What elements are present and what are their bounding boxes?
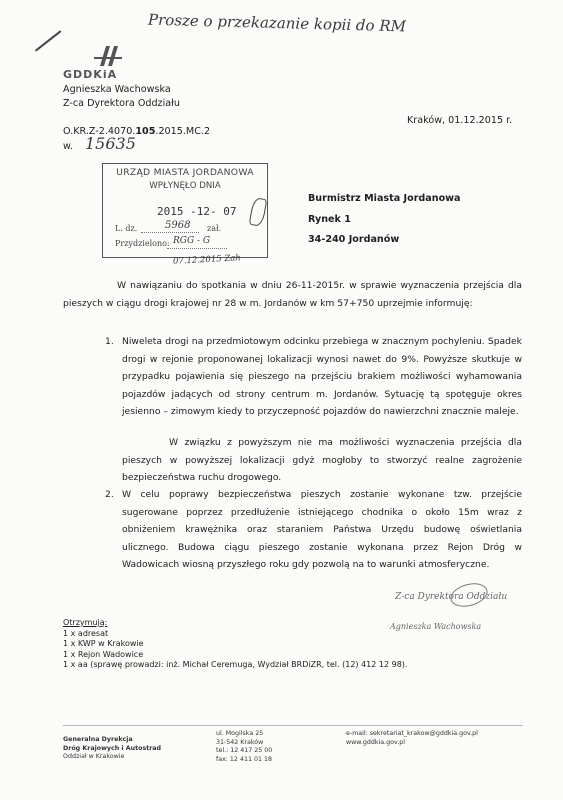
signature-name: Agnieszka Wachowska: [390, 622, 482, 631]
footer-org-line: Oddział w Krakowie: [63, 753, 125, 761]
item-1-text: Niweleta drogi na przedmiotowym odcinku przebiega w znacznym pochyleniu. Spadek drogi w rejonie proponowanej lokalizacji wynosi nawet do 9%. Powyższe skutkuje w przypadku pojawienia się pieszego na przejściu brakiem możliwości wyhamowania pojazdów jadących od strony centrum m. Jordanów. Sytuację tą spotęguje okres jesienno – zimowym kiedy to przyczepność pojazdów do nawierzchni znacznie maleje.: [122, 336, 522, 418]
handwritten-reg-no: 15635: [85, 134, 136, 153]
footer-divider: [63, 725, 523, 726]
footer-contact: [346, 730, 478, 747]
recipients-heading: Otrzymują:: [63, 618, 108, 627]
recipient-item: 1 x Rejon Wadowice: [63, 649, 144, 659]
item-1-number: 1.: [105, 336, 114, 347]
footer-address-line: fax: 12 411 01 18: [216, 755, 272, 763]
ref-w-label: w.: [63, 141, 74, 152]
recipients-block: [63, 618, 407, 671]
stamp-assigned-value: RGG - G: [173, 236, 211, 246]
stamp-assigned-label: Przydzielono:: [115, 239, 170, 248]
stamp-office: URZĄD MIASTA JORDANOWA: [116, 167, 254, 178]
item-2-number: 2.: [105, 489, 114, 500]
author-name: Agnieszka Wachowska: [63, 84, 171, 95]
handwritten-note: Prosze o przekazanie kopii do RM: [147, 10, 407, 36]
handwritten-stamp-note: 07.12.2015 Zah: [172, 253, 242, 267]
ref-prefix: O.KR.Z-2.4070.: [63, 126, 136, 137]
footer-website: www.gddkia.gov.pl: [346, 738, 405, 746]
signature-title: Z-ca Dyrektora Oddziału: [395, 592, 508, 602]
stamp-initial-mark: [249, 197, 268, 227]
stamp-received-label: WPŁYNĘŁO DNIA: [149, 181, 221, 191]
place-date: Kraków, 01.12.2015 r.: [407, 115, 513, 126]
footer-email: e-mail: sekretariat_krakow@gddkia.gov.pl: [346, 730, 478, 737]
addressee-name: Burmistrz Miasta Jordanowa: [308, 193, 461, 204]
stamp-date: 2015 -12- 07: [157, 205, 237, 218]
footer-org-line: Generalna Dyrekcja: [63, 736, 133, 743]
recipient-item: 1 x KWP w Krakowie: [63, 639, 144, 649]
item-1-conclusion: W związku z powyższym nie ma możliwości wyznaczenia przejścia dla pieszych w powyższej lokalizacji gdyż mogłoby to stworzyć realne zagrożenie bezpieczeństwa ruchu drogowego.: [122, 437, 522, 484]
footer-address: [216, 730, 272, 764]
stamp-ldz-line: [141, 232, 199, 233]
addressee-street: Rynek 1: [308, 213, 351, 225]
footer-address-line: ul. Mogilska 25: [216, 730, 264, 737]
handwritten-slash: [35, 30, 61, 51]
stamp-ldz-label: L. dz.: [115, 224, 138, 233]
footer-org-line: Dróg Krajowych i Autostrad: [63, 744, 162, 752]
footer-address-line: 31-542 Kraków: [216, 738, 264, 746]
ref-suffix: .2015.MC.2: [155, 126, 211, 137]
addressee-block: [308, 189, 461, 251]
item-2-text: W celu poprawy bezpieczeństwa pieszych zostanie wykonane tzw. przejście sugerowane poprzez przedłużenie istniejącego chodnika o około 15m wraz z obniżeniem krawężnika oraz staraniem Państwa Urzędu budowę oświetlania ulicznego. Budowa ciągu pieszego zostanie wykonana przez Rejon Dróg w Wadowicach wiosną przyszłego roku gdy pozwolą na to warunki atmosferyczne.: [122, 489, 522, 571]
footer-organization: [63, 736, 161, 762]
author-title: Z-ca Dyrektora Oddziału: [63, 98, 180, 109]
addressee-city: 34-240 Jordanów: [308, 234, 400, 245]
stamp-number: 5968: [165, 220, 191, 231]
stamp-assigned-line: [167, 248, 227, 249]
signature-scribble: [448, 579, 490, 610]
stamp-zal-label: zał.: [207, 224, 222, 233]
ref-bold: 105: [135, 126, 156, 137]
logo-text: GDDKiA: [63, 68, 118, 81]
recipient-item: 1 x adresat: [63, 628, 109, 638]
received-stamp: [102, 163, 268, 258]
footer-address-line: tel.: 12 417 25 00: [216, 747, 273, 755]
intro-paragraph: W nawiązaniu do spotkania w dniu 26-11-2015r. w sprawie wyznaczenia przejścia dla pieszych w ciągu drogi krajowej nr 28 w m. Jordanów w km 57+750 uprzejmie informuję:: [63, 280, 522, 309]
recipient-item: 1 x aa (sprawę prowadzi: inż. Michał Ceremuga, Wydział BRDiZR, tel. (12) 412 12 98).: [63, 660, 408, 670]
